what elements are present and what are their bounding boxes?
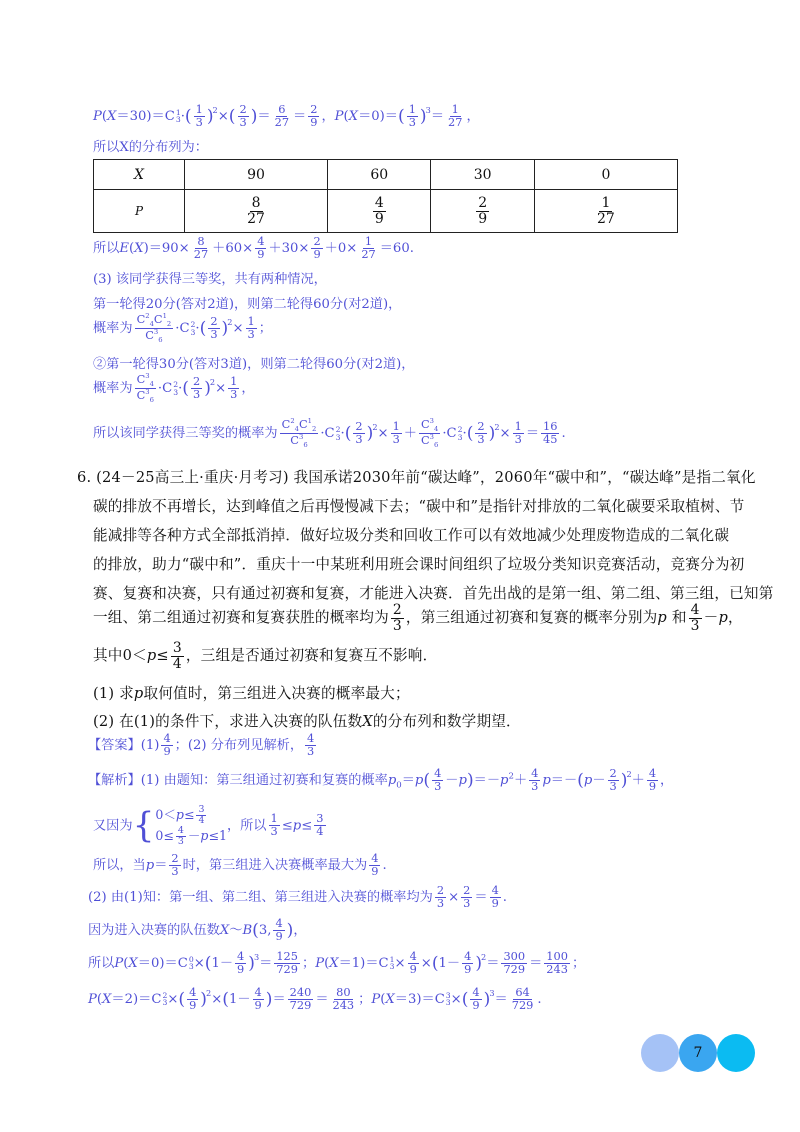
case2-text: ②第一轮得30分(答对3道)，则第二轮得60分(对2道)， (93, 357, 415, 372)
expectation-line: 所以E(X)＝90× $\frac{8}{27}$ ＋60× $\frac{4}{9}$ ＋30× $\frac{2}{9}$ ＋0× $\frac{1}{27}$ ＝60. (93, 234, 414, 261)
question-1: (1) 求p取何值时，第三组进入决赛的概率最大； (93, 685, 410, 702)
analysis-line2: 又因为{ 0＜p≤ $\frac{3}{4}$ 0≤ $\frac{4}{3}$ －p≤1 ，所以 $\frac{1}{3}$ ≤p≤ $\frac{3}{4}$ (93, 804, 324, 847)
page-badge-circle (717, 1034, 755, 1072)
table-row (94, 160, 678, 190)
problem6-line1: 6. (24－25高三上·重庆·月考习) 我国承诺2030年前“碳达峰”，2060年“碳中和”，“碳达峰”是指二氧化 (77, 469, 756, 486)
table-header-x: X (94, 160, 185, 190)
problem6-line7: 其中0＜p≤ $\frac{3}{4}$ ，三组是否通过初赛和复赛互不影响． (93, 640, 438, 672)
analysis-line5: 因为进入决赛的队伍数X～B(3, $\frac{4}{9}$ )， (88, 916, 307, 943)
problem6-line6: 一组、第二组通过初赛和复赛获胜的概率均为 $\frac{2}{3}$ ，第三组通过初赛和复赛的概率分别为p 和 $\frac{4}{3}$ －p， (93, 602, 743, 634)
table-cell: 30 (431, 160, 534, 190)
table-cell: 60 (328, 160, 431, 190)
distribution-table (93, 159, 678, 233)
table-row (94, 190, 678, 233)
problem6-line4: 的排放，助力“碳中和”．重庆十一中某班利用班会课时间组织了垃圾分类知识竞赛活动，竞赛分为初 (93, 556, 745, 573)
case1-prob: 概率为 $\frac{C^2_4C^1_2}{C^3_6}$ · C 2 3 ·( $\frac{2}{3}$ )$^2$× $\frac{1}{3}$ ； (93, 311, 272, 345)
table-header-p: P (94, 190, 185, 233)
table-cell: $\frac{1}{27}$ (534, 190, 677, 233)
analysis-line6: 所以P(X＝0)＝ C 0 3 ×(1－ $\frac{4}{9}$ )$^3$＝ $\frac{125}{729}$ ；P(X＝1)＝ C 1 3 × $\frac{4}{9}$ ×(1－ $\frac{4}{9}$ )$^2$＝ $\frac{300}{729}$ ＝ $\frac{100}{243}$ ； (88, 949, 586, 976)
problem6-line2: 碳的排放不再增长，达到峰值之后再慢慢减下去；“碳中和”是指针对排放的二氧化碳要采取植树、节 (93, 498, 745, 515)
analysis-line7: P(X＝2)＝ C 2 3 ×( $\frac{4}{9}$ )$^2$×(1－ $\frac{4}{9}$ )＝ $\frac{240}{729}$ ＝ $\frac{80}{243}$ ；P(X＝3)＝ C 3 3 ×( $\frac{4}{9}$ )$^3$＝ $\frac{64}{729}$ . (88, 985, 542, 1012)
table-cell: $\frac{2}{9}$ (431, 190, 534, 233)
part3-intro: (3) 该同学获得三等奖，共有两种情况， (93, 272, 327, 287)
table-cell: 0 (534, 160, 677, 190)
question-2: (2) 在(1)的条件下，求进入决赛的队伍数X的分布列和数学期望． (93, 713, 521, 730)
analysis-line1: 【解析】(1) 由题知：第三组通过初赛和复赛的概率$p_0=p$( $\frac{4}{3}$ $-p)=-p^2+$ $\frac{4}{3}$ p＝－(p－ $\frac{2}{3}$ )$^2$＋ $\frac{4}{9}$ ， (88, 766, 674, 793)
dist-intro: 所以X的分布列为： (93, 140, 208, 155)
page-badge-circle (641, 1034, 679, 1072)
analysis-line3: 所以，当p＝ $\frac{2}{3}$ 时，第三组进入决赛概率最大为 $\frac{4}{9}$ . (93, 851, 387, 878)
page-number: 7 (693, 1045, 703, 1061)
table-cell: $\frac{8}{27}$ (185, 190, 328, 233)
analysis-line4: (2) 由(1)知：第一组、第二组、第三组进入决赛的概率均为 $\frac{2}{3}$ × $\frac{2}{3}$ ＝ $\frac{4}{9}$ . (88, 883, 507, 910)
problem6-line5: 赛、复赛和决赛，只有通过初赛和复赛，才能进入决赛．首先出战的是第一组、第二组、第三组，已知第 (93, 585, 774, 602)
table-cell: 90 (185, 160, 328, 190)
case2-prob: 概率为 $\frac{C^3_4}{C^3_6}$ · C 2 3 ·( $\frac{2}{3}$ )$^2$× $\frac{1}{3}$ ， (93, 371, 255, 405)
formula-px30: P(X＝30)＝ C 1 3 ·( $\frac{1}{3}$ )$^2$×( $\frac{2}{3}$ )＝ $\frac{6}{27}$ ＝ $\frac{2}{9}$ ，P(X＝0)＝( $\frac{1}{3}$ )$^3$＝ $\frac{1}{27}$ ， (93, 102, 480, 129)
answer-line: 【答案】(1) $\frac{4}{9}$ ；(2) 分布列见解析， $\frac{4}{3}$ (88, 731, 315, 758)
table-cell: $\frac{4}{9}$ (328, 190, 431, 233)
case1-text: 第一轮得20分(答对2道)，则第二轮得60分(对2道)， (93, 297, 402, 312)
conclusion-prob: 所以该同学获得三等奖的概率为 $\frac{C^2_4C^1_2}{C^3_6}$ · C 2 3 ·( $\frac{2}{3}$ )$^2$× $\frac{1}{3}$ ＋ $\frac{C^3_4}{C^3_6}$ · C 2 3 ·( $\frac{2}{3}$ )$^2$× $\frac{1}{3}$ ＝ $\frac{16}{45}$ . (93, 416, 566, 450)
problem6-line3: 能减排等各种方式全部抵消掉．做好垃圾分类和回收工作可以有效地减少处理废物造成的二氧化碳 (93, 527, 730, 544)
